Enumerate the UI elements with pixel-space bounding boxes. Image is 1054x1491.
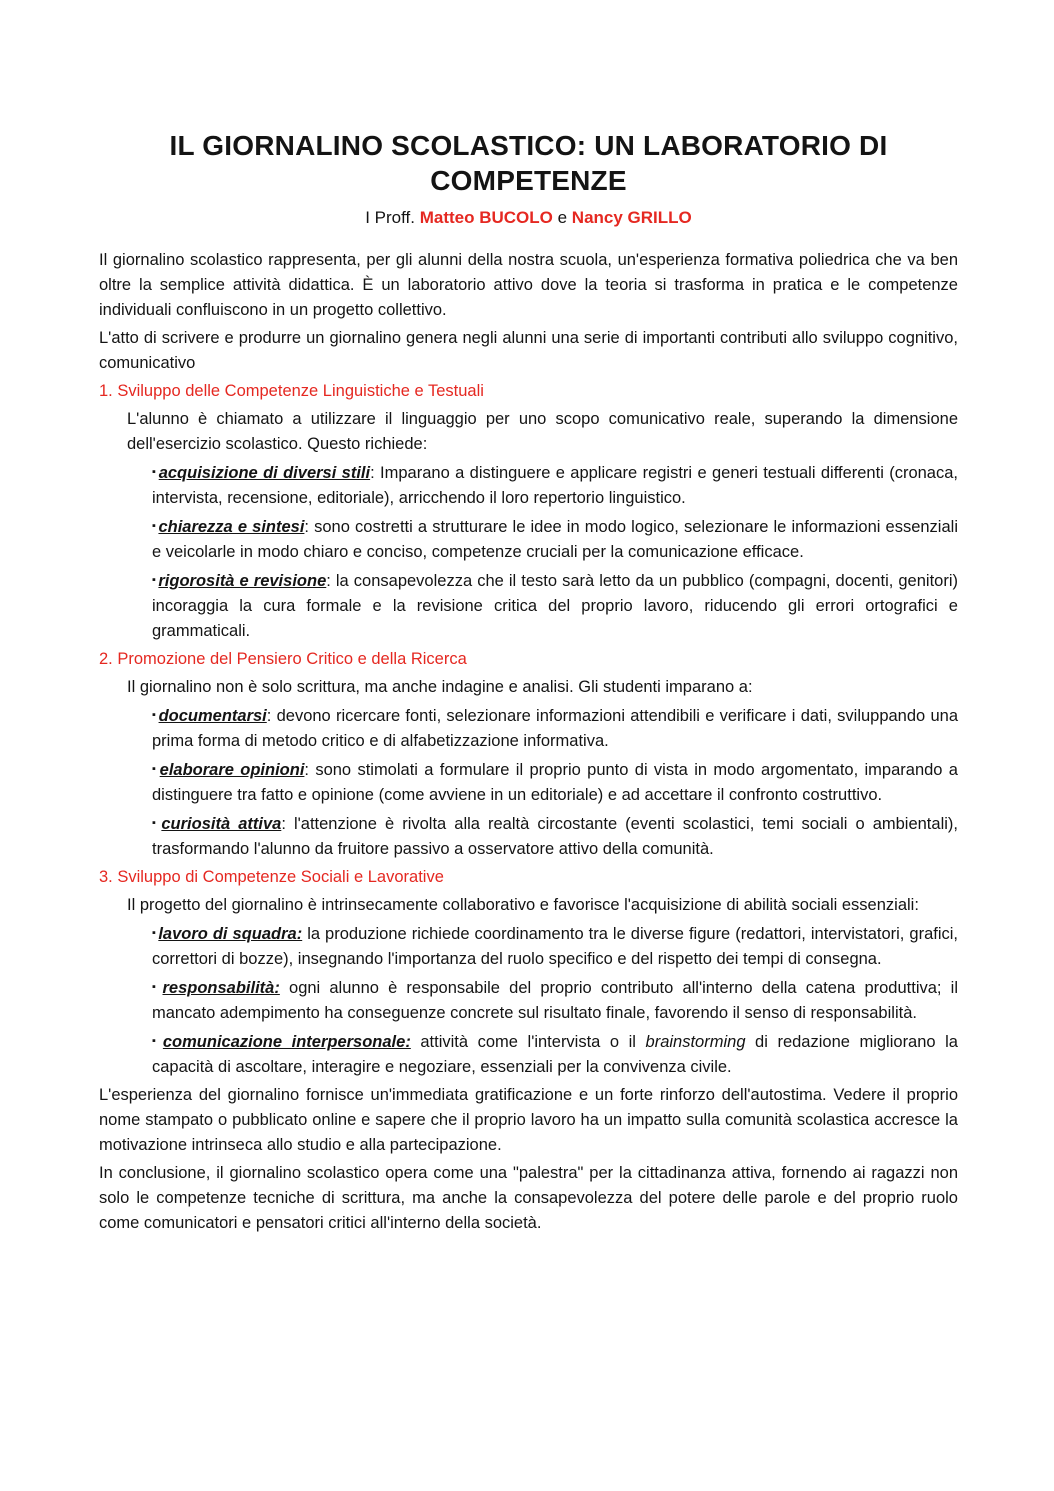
section-intro: Il progetto del giornalino è intrinsecamente collaborativo e favorisce l'acquisizione di abilità sociali essenziali: (127, 896, 919, 914)
bullet-square-icon: ▪ (152, 927, 157, 939)
list-item (152, 514, 958, 565)
page-title-line-2: COMPETENZE (430, 165, 627, 196)
list-item (152, 921, 958, 972)
section-intro: L'alunno è chiamato a utilizzare il linguaggio per uno scopo comunicativo reale, superando la dimensione dell'esercizio scolastico. Questo richiede: (127, 410, 958, 453)
list-item-text: : Imparano a distinguere e applicare registri e generi testuali differenti (cronaca, intervista, recensione, editoriale), arricchendo il loro repertorio linguistico. (152, 464, 958, 507)
bullet-square-icon: ▪ (152, 817, 160, 829)
bullet-square-icon: ▪ (152, 520, 157, 532)
list-item-lead: curiosità attiva (161, 815, 282, 833)
list-item (152, 568, 958, 644)
list-item-text: : sono costretti a strutturare le idee in modo logico, selezionare le informazioni essenziali e veicolarle in modo chiaro e conciso, competenze cruciali per la comunicazione efficace. (152, 518, 958, 561)
list-item-text: attività come l'intervista o il (410, 1033, 646, 1051)
byline-conjunction: e (552, 208, 572, 227)
list-item (152, 460, 958, 511)
list-item-text: : sono stimolati a formulare il proprio punto di vista in modo argomentato, imparando a distinguere tra fatto e opinione (come avviene in un editoriale) e ad accettare il confronto costruttivo. (152, 761, 958, 804)
list-item (152, 703, 958, 754)
list-item-lead: documentarsi (158, 707, 267, 725)
section-intro: Il giornalino non è solo scrittura, ma anche indagine e analisi. Gli studenti imparano a: (127, 678, 753, 696)
bullet-square-icon: ▪ (152, 981, 161, 993)
bullet-square-icon: ▪ (152, 1035, 161, 1047)
list-item-text: ogni alunno è responsabile del proprio contributo all'interno della catena produttiva; il mancato adempimento ha conseguenze concrete sul risultato finale, favorendo il senso di responsabilità. (152, 979, 958, 1022)
byline-prefix: I Proff. (365, 208, 420, 227)
author-name-2: Nancy GRILLO (571, 208, 692, 227)
section-heading-2: 2. Promozione del Pensiero Critico e della Ricerca (99, 650, 467, 668)
list-item (152, 1029, 958, 1080)
list-item-lead: acquisizione di diversi stili (158, 464, 371, 482)
bullet-square-icon: ▪ (152, 574, 157, 586)
byline (99, 207, 958, 229)
list-item-lead: responsabilità: (162, 979, 280, 997)
list-item-lead: comunicazione interpersonale: (162, 1033, 411, 1051)
list-item-text: di redazione migliorano la capacità di ascoltare, interagire e negoziare, essenziali per la convivenza civile. (152, 1033, 958, 1076)
bullet-square-icon: ▪ (152, 709, 157, 721)
outro-paragraph: In conclusione, il giornalino scolastico opera come una "palestra" per la cittadinanza attiva, fornendo ai ragazzi non solo le competenze tecniche di scrittura, ma anche la consapevolezza del potere delle parole e del proprio ruolo come comunicatori e pensatori critici all'interno della società. (99, 1164, 958, 1232)
outro-paragraph: L'esperienza del giornalino fornisce un'immediata gratificazione e un forte rinforzo dell'autostima. Vedere il proprio nome stampato o pubblicato online e sapere che il proprio lavoro ha un impatto sulla comunità scolastica accresce la motivazione intrinseca allo studio e alla partecipazione. (99, 1086, 958, 1154)
list-item-lead: lavoro di squadra: (158, 925, 303, 943)
list-item-text: : la consapevolezza che il testo sarà letto da un pubblico (compagni, docenti, genitori) incoraggia la cura formale e la revisione critica del proprio lavoro, riducendo gli errori ortografici e grammaticali. (152, 572, 958, 640)
list-item (152, 975, 958, 1026)
list-item (152, 811, 958, 862)
list-item-text: : l'attenzione è rivolta alla realtà circostante (eventi scolastici, temi sociali o ambientali), trasformando l'alunno da fruitore passivo a osservatore attivo della comunità. (152, 815, 958, 858)
bullet-square-icon: ▪ (152, 466, 157, 478)
intro-paragraph: L'atto di scrivere e produrre un giornalino genera negli alunni una serie di importanti contributi allo sviluppo cognitivo, comunicativo (99, 329, 958, 372)
author-name-1: Matteo BUCOLO (419, 208, 553, 227)
document-body (99, 248, 958, 1236)
list-item (152, 757, 958, 808)
section-heading-3: 3. Sviluppo di Competenze Sociali e Lavorative (99, 868, 444, 886)
intro-paragraph: Il giornalino scolastico rappresenta, per gli alunni della nostra scuola, un'esperienza formativa poliedrica che va ben oltre la semplice attività didattica. È un laboratorio attivo dove la teoria si trasforma in pratica e le competenze individuali confluiscono in un progetto collettivo. (99, 251, 958, 319)
list-item-text: la produzione richiede coordinamento tra le diverse figure (redattori, intervistatori, grafici, correttori di bozze), insegnando l'importanza del ruolo specifico e del rispetto dei tempi di consegna. (152, 925, 958, 968)
list-item-lead: chiarezza e sintesi (158, 518, 305, 536)
list-item-lead: elaborare opinioni (159, 761, 305, 779)
list-item-text: : devono ricercare fonti, selezionare informazioni attendibili e verificare i dati, sviluppando una prima forma di metodo critico e di alfabetizzazione informativa. (152, 707, 958, 750)
list-item-lead: rigorosità e revisione (158, 572, 327, 590)
bullet-square-icon: ▪ (152, 763, 158, 775)
list-item-italic-term: brainstorming (645, 1033, 746, 1051)
page-title-line-1: IL GIORNALINO SCOLASTICO: UN LABORATORIO DI (169, 130, 888, 161)
page-title (99, 128, 958, 198)
section-heading-1: 1. Sviluppo delle Competenze Linguistiche e Testuali (99, 382, 484, 400)
